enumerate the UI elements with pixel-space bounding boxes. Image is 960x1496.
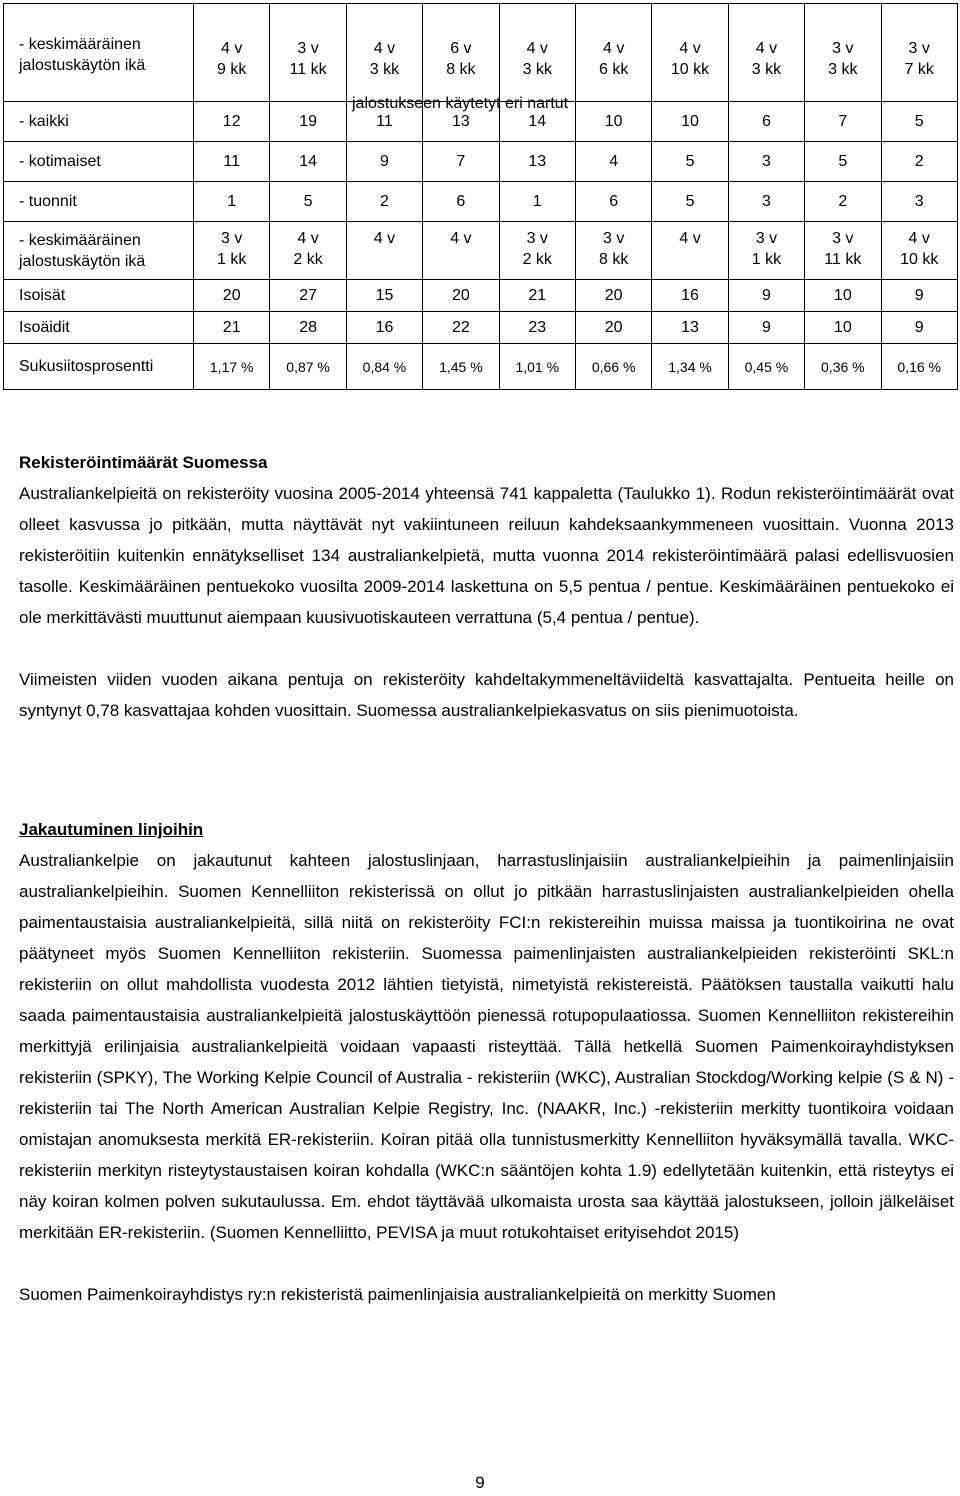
table-cell: 0,66 % (575, 344, 651, 390)
paragraph-lines-2: Suomen Paimenkoirayhdistys ry:n rekisteristä paimenlinjaisia australiankelpieitä on merkitty Suomen (19, 1285, 776, 1304)
table-row (4, 182, 958, 222)
section-title-lines: Jakautuminen linjoihin (19, 820, 204, 839)
cell-line (423, 249, 498, 270)
cell-line: 8 kk (598, 251, 629, 268)
table-cell: 20 (575, 280, 651, 312)
cell-line: 3 v (297, 40, 319, 57)
cell-line: 4 v (755, 40, 778, 57)
table-row (4, 312, 958, 344)
table-cell (805, 222, 881, 280)
row-label: - keskimääräinen jalostuskäytön ikä (4, 4, 194, 102)
cell-line (652, 249, 727, 270)
paragraph-registrations-2: Viimeisten viiden vuoden aikana pentuja on rekisteröity kahdeltakymmeneltäviideltä kasvattajalta. Pentueita heille on syntynyt 0,78 kasvattajaa kohden vuosittain. Suomessa australiankelpiekasvatus on siis pienimuotoista. (19, 670, 954, 720)
table-cell: 1 (499, 182, 575, 222)
table-cell: 23 (499, 312, 575, 344)
table-cell: 13 (652, 312, 728, 344)
cell-line: 1 kk (751, 251, 782, 268)
table-cell (881, 222, 957, 280)
table-cell: 15 (346, 280, 422, 312)
table-cell: 10 (805, 280, 881, 312)
table-cell: 9 (346, 142, 422, 182)
table-cell: 20 (575, 312, 651, 344)
table-cell: 16 (346, 312, 422, 344)
breeding-statistics-table (3, 3, 958, 390)
cell-line: 3 v (526, 230, 548, 247)
table-cell: 2 (881, 142, 957, 182)
table-cell: 5 (270, 182, 346, 222)
table-cell: 9 (728, 280, 804, 312)
table-cell: 3 (728, 142, 804, 182)
table-cell (423, 222, 499, 280)
table-cell (575, 222, 651, 280)
table-cell: 0,36 % (805, 344, 881, 390)
table-cell: 5 (652, 142, 728, 182)
table-cell: 5 (805, 142, 881, 182)
table-cell: 1 (194, 182, 270, 222)
table-cell (728, 222, 804, 280)
table-body (4, 4, 958, 390)
cell-line: 3 kk (751, 61, 782, 78)
table-cell: 2 (346, 182, 422, 222)
table-cell: 22 (423, 312, 499, 344)
table-cell (194, 4, 270, 102)
table-cell: 20 (423, 280, 499, 312)
cell-line: 6 kk (598, 61, 629, 78)
table-cell (346, 222, 422, 280)
row-label: Sukusiitosprosentti (4, 344, 194, 390)
row-label: - kotimaiset (4, 142, 194, 182)
table-cell (346, 4, 422, 102)
table-cell (194, 222, 270, 280)
cell-line: 4 v (221, 40, 243, 57)
cell-line: 2 kk (522, 251, 552, 268)
table-cell: 0,84 % (346, 344, 422, 390)
cell-line: 4 v (602, 40, 625, 57)
paragraph-registrations-1: Australiankelpieitä on rekisteröity vuosina 2005-2014 yhteensä 741 kappaletta (Taulukko 1). Rodun rekisteröintimäärät ovat olleet kasvussa jo pitkään, mutta näyttävät nyt vakiintuneen reiluun kahdeksaankymmeneen vuosittain. Vuonna 2013 rekisteröitiin kuitenkin ennätykselliset 134 australiankelpietä, mutta vuonna 2014 rekisteröintimäärä palasi edellisvuosien tasolle. Keskimääräinen pentuekoko vuosilta 2009-2014 laskettuna on 5,5 pentua / pentue. Keskimääräinen pentuekoko ei ole merkittävästi muuttunut aiempaan kuusivuotiskauteen verrattuna (5,4 pentua / pentue). (19, 484, 954, 627)
cell-line: 3 kk (828, 61, 858, 78)
row-label: - keskimääräinen jalostuskäytön ikä (4, 222, 194, 280)
table-cell: 10 (805, 312, 881, 344)
cell-line: 3 v (221, 230, 243, 247)
table-cell: 0,87 % (270, 344, 346, 390)
cell-line: 3 v (755, 230, 778, 247)
table-cell: 5 (652, 182, 728, 222)
table-cell: 16 (652, 280, 728, 312)
cell-line: 8 kk (446, 61, 476, 78)
row-label: Isoäidit (4, 312, 194, 344)
table-cell: 6 (423, 182, 499, 222)
table-cell: 0,45 % (728, 344, 804, 390)
cell-line: 10 kk (670, 61, 710, 78)
table-cell: 3 (728, 182, 804, 222)
table-cell: 12 (194, 102, 270, 142)
table-cell: 28 (270, 312, 346, 344)
table-row-top-age (4, 4, 958, 102)
cell-line: 4 v (679, 230, 701, 247)
table-cell: 14 (499, 102, 575, 142)
table-cell: 1,34 % (652, 344, 728, 390)
row-label: - kaikki (4, 102, 194, 142)
table-cell: 6 (575, 182, 651, 222)
row-label: Isoisät (4, 280, 194, 312)
cell-line: 4 v (373, 40, 396, 57)
table-cell: 14 (270, 142, 346, 182)
table-cell: 3 (881, 182, 957, 222)
table-cell: 20 (194, 280, 270, 312)
cell-line: 1 kk (217, 251, 247, 268)
table-cell: 9 (881, 280, 957, 312)
table-cell: 2 (805, 182, 881, 222)
table-cell: 21 (499, 280, 575, 312)
cell-line: 3 v (908, 40, 930, 57)
table-cell (499, 222, 575, 280)
cell-line: 11 kk (289, 61, 327, 78)
table-cell (270, 4, 346, 102)
table-cell (499, 4, 575, 102)
page-number: 9 (475, 1473, 485, 1492)
table-cell (652, 222, 728, 280)
table-cell: 11 (346, 102, 422, 142)
cell-line: 9 kk (217, 61, 247, 78)
cell-line: 3 kk (522, 61, 552, 78)
table-cell: 1,45 % (423, 344, 499, 390)
table-cell: 11 (194, 142, 270, 182)
table-cell: 27 (270, 280, 346, 312)
table-cell (575, 4, 651, 102)
table-cell: 9 (728, 312, 804, 344)
cell-line: 10 kk (900, 251, 939, 268)
table-cell: 1,17 % (194, 344, 270, 390)
table-row (4, 142, 958, 182)
cell-line (347, 249, 422, 270)
table-cell: 6 (728, 102, 804, 142)
table-cell: 0,16 % (881, 344, 957, 390)
cell-line: 3 kk (369, 61, 400, 78)
cell-line: 3 v (602, 230, 625, 247)
cell-line: 3 v (832, 230, 854, 247)
table-row-age (4, 222, 958, 280)
section-title-registrations: Rekisteröintimäärät Suomessa (19, 453, 268, 472)
table-cell (728, 4, 804, 102)
row-label: - tuonnit (4, 182, 194, 222)
table-cell: 1,01 % (499, 344, 575, 390)
table-cell (805, 4, 881, 102)
table-cell (423, 4, 499, 102)
cell-line: 2 kk (293, 251, 323, 268)
cell-line: 4 v (526, 40, 548, 57)
paragraph-lines-1: Australiankelpie on jakautunut kahteen jalostuslinjaan, harrastuslinjaisiin australiankelpieihin ja paimenlinjaisiin australiankelpieihin. Suomen Kennelliiton rekisterissä on ollut jo pitkään harrastuslinjaisten australiankelpieiden ohella paimentaustaisia australiankelpieitä, sillä niitä on rekisteröity FCI:n rekistereihin muissa maissa ja tuontikoirina ne ovat päätyneet myös Suomen Kennelliiton rekisteriin. Suomessa paimenlinjaisten australiankelpieiden rekisteröinti SKL:n rekisteriin on ollut mahdollista vuodesta 2012 lähtien tietyistä, nimetyistä rekistereistä. Päätöksen taustalla vaikutti halu saada paimentaustaisia australiankelpieitä jalostuskäyttöön pienessä rotupopulaatiossa. Suomen Kennelliiton rekistereihin merkittyjä erilinjaisia australiankelpieitä voidaan vapaasti risteyttää. Tällä hetkellä Suomen Paimenkoirayhdistyksen rekisteriin (SPKY), The Working Kelpie Council of Australia - rekisteriin (WKC), Australian Stockdog/Working kelpie (S & N) -rekisteriin tai The North American Australian Kelpie Registry, Inc. (NAAKR, Inc.) -rekisteriin merkitty tuontikoira voidaan omistajan anomuksesta merkitä ER-rekisteriin. Koiran pitää olla tunnistusmerkitty Kennelliiton hyväksymällä tavalla. WKC-rekisteriin merkityn risteytystaustaisen koiran kohdalla (WKC:n sääntöjen kohta 1.9) edellytetään kuitenkin, että risteytys ei näy koiran kolmen polven sukutaulussa. Em. ehdot täyttävää ulkomaista urosta saa käyttää jalostukseen, jolloin jälkeläiset merkitään ER-rekisteriin. (Suomen Kennelliitto, PEVISA ja muut rotukohtaiset erityisehdot 2015) (19, 851, 954, 1242)
table-cell: 7 (423, 142, 499, 182)
table-cell: 9 (881, 312, 957, 344)
table-row (4, 280, 958, 312)
table-row-inbreeding (4, 344, 958, 390)
section-registrations (19, 447, 954, 726)
table-cell: 5 (881, 102, 957, 142)
cell-line: 4 v (679, 40, 701, 57)
table-cell: 10 (575, 102, 651, 142)
cell-line: 7 kk (904, 61, 934, 78)
table-cell (652, 4, 728, 102)
section-lines (19, 814, 954, 1310)
table-cell: 19 (270, 102, 346, 142)
cell-line: 4 v (297, 230, 319, 247)
cell-line: 4 v (373, 230, 396, 247)
table-cell: 4 (575, 142, 651, 182)
table-cell: 21 (194, 312, 270, 344)
table-cell (881, 4, 957, 102)
cell-line: 6 v (450, 40, 472, 57)
cell-line: 11 kk (824, 251, 862, 268)
table-cell: 13 (499, 142, 575, 182)
table-subheading: jalostukseen käytetyt eri nartut (352, 95, 569, 112)
table-cell: 10 (652, 102, 728, 142)
table-cell: 13 (423, 102, 499, 142)
table-cell: 7 (805, 102, 881, 142)
cell-line: 4 v (908, 230, 930, 247)
cell-line: 3 v (832, 40, 854, 57)
cell-line: 4 v (450, 230, 472, 247)
table-cell (270, 222, 346, 280)
